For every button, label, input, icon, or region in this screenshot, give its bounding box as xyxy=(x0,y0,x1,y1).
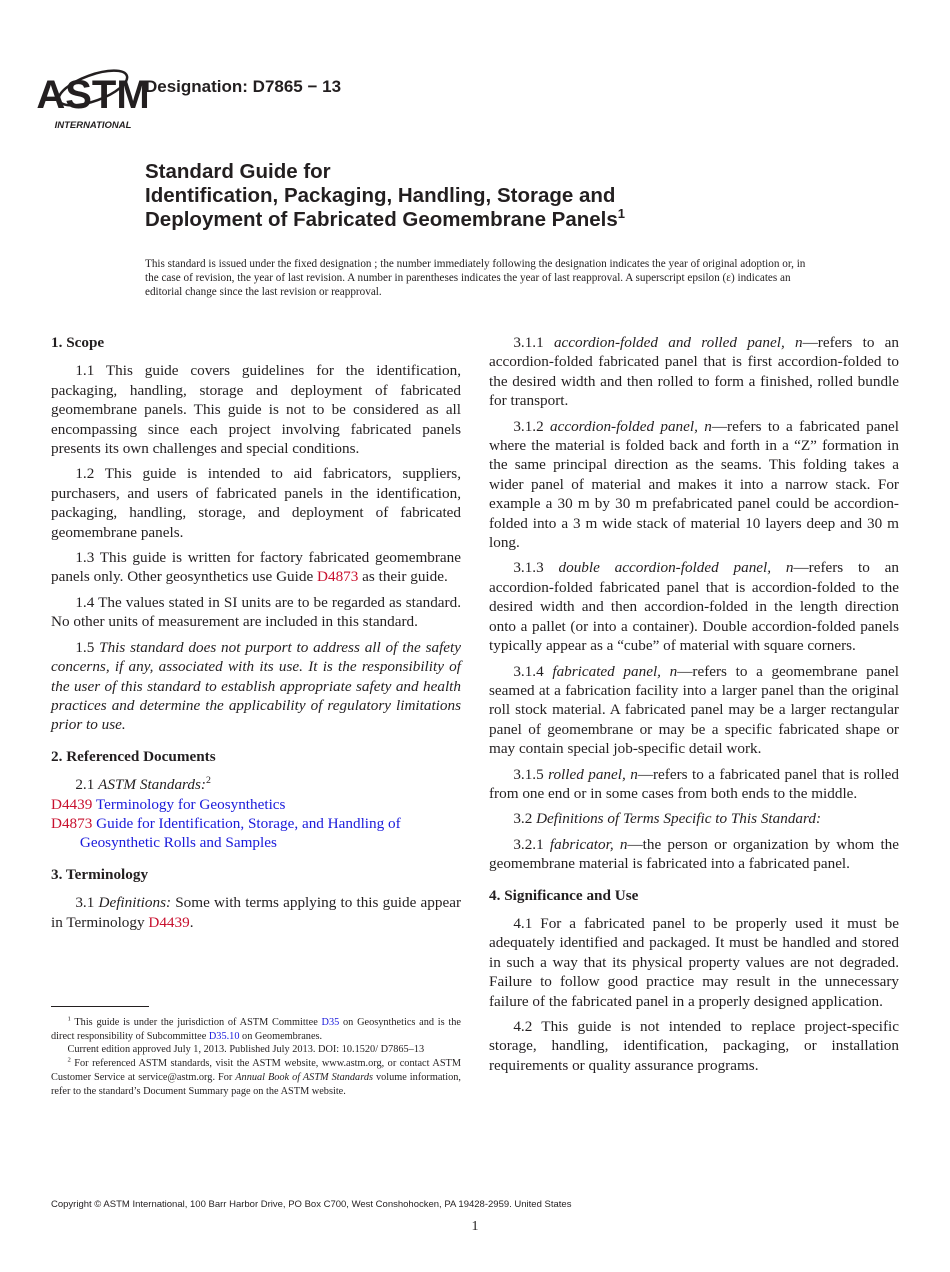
footnote xyxy=(51,1016,461,1043)
text: volume information, refer to the standard’s Document Summary page on the ASTM website. xyxy=(51,1071,461,1097)
text: double accordion-folded panel, n xyxy=(558,559,794,577)
paragraph xyxy=(489,417,899,553)
text: . xyxy=(189,913,194,931)
text: Annual Book of ASTM Standards xyxy=(235,1071,373,1083)
footnote xyxy=(51,1057,461,1098)
reference-item xyxy=(51,795,461,814)
svg-text:INTERNATIONAL: INTERNATIONAL xyxy=(54,120,132,131)
document-title xyxy=(145,160,625,232)
text: 1. Scope xyxy=(51,334,105,351)
paragraph xyxy=(489,333,899,411)
reference-link[interactable]: D35.10 xyxy=(208,1030,240,1042)
text: For referenced ASTM standards, visit the ASTM website, www.astm.org, or contact ASTM Customer Service at service@astm.org. For xyxy=(51,1058,461,1083)
paragraph xyxy=(489,835,899,874)
text: Definitions of Terms Specific to This Standard: xyxy=(536,810,822,828)
text: accordion-folded panel, n xyxy=(550,417,712,435)
text: 1.3 This guide is written for factory fabricated geomembrane panels only. Other geosynthetics use Guide xyxy=(51,549,461,586)
svg-text:ASTM: ASTM xyxy=(36,73,150,117)
text: Some with terms applying to this guide appear in Terminology xyxy=(51,894,461,931)
text: 1.1 This guide covers guidelines for the identification, packaging, handling, storage and deployment of fabricated geomembrane panels. This guide is not to be considered as all encompassing since each project involving fabricated panels presents its own challenges and special conditions. xyxy=(51,362,461,458)
reference-link[interactable]: D4439 xyxy=(51,795,93,813)
footnote xyxy=(51,1043,461,1057)
text: 3.1 xyxy=(75,894,99,912)
text: Definitions: xyxy=(98,894,172,912)
text: 3. Terminology xyxy=(51,865,149,883)
text: rolled panel, n xyxy=(548,765,638,783)
text: —refers to a geomembrane panel seamed at a fabrication facility into a larger panel than the original roll stock material. A fabricated panel may be a larger rectangular panel of geomembrane or may be a specific fabricated shape or may contain special job-specific detail work. xyxy=(489,662,900,758)
text: on Geosynthetics and is the direct responsibility of Subcommittee xyxy=(51,1017,461,1042)
text: Current edition approved July 1, 2013. Published July 2013. DOI: 10.1520/ D7865–13 xyxy=(67,1044,425,1056)
footnote-mark[interactable]: 1 xyxy=(67,1015,71,1023)
text: This standard does not purport to address all of the safety concerns, if any, associated with its use. It is the responsibility of the user of this standard to establish appropriate safety and health practices and determine the applicability of regulatory limitations prior to use. xyxy=(51,638,461,734)
text: —the person or organization by whom the geomembrane material is fabricated into a fabricated panel. xyxy=(489,835,900,873)
section-heading xyxy=(51,865,461,884)
page-number: 1 xyxy=(471,1219,479,1234)
text: —refers to a fabricated panel that is rolled from one end or in some cases from both ends to the middle. xyxy=(489,765,899,802)
designation: Designation: D7865 − 13 xyxy=(145,77,342,96)
paragraph xyxy=(489,809,899,828)
reference-item xyxy=(51,814,461,853)
footnote-mark[interactable]: 2 xyxy=(205,775,211,787)
text: —refers to an accordion-folded fabricated panel that is first accordion-folded to the desired width and then rolled to form a finished, rolled bundle for transport. xyxy=(489,334,899,410)
text: accordion-folded and rolled panel, n xyxy=(553,334,803,351)
text: 3.2.1 xyxy=(513,835,550,853)
paragraph xyxy=(489,765,899,804)
copyright: Copyright © ASTM International, 100 Barr Harbor Drive, PO Box C700, West Conshohocken, PA 19428-2959. United States xyxy=(51,1199,572,1210)
paragraph xyxy=(51,361,461,458)
section-heading xyxy=(51,333,461,352)
reference-link[interactable]: Guide for Identification, Storage, and Handling of Geosynthetic Rolls and Samples xyxy=(79,814,401,852)
title-line-text: Deployment of Fabricated Geomembrane Panels xyxy=(145,208,618,231)
footnotes xyxy=(51,1016,461,1098)
text: on Geomembranes. xyxy=(239,1030,323,1042)
text: 4.2 This guide is not intended to replace project-specific storage, handling, identification, packaging, or installation requirements or quality assurance programs. xyxy=(489,1018,899,1074)
paragraph xyxy=(51,638,461,735)
paragraph xyxy=(51,893,461,932)
footnote-mark[interactable]: 2 xyxy=(67,1056,71,1064)
footnote-mark[interactable]: 1 xyxy=(617,206,626,222)
text: as their guide. xyxy=(358,568,448,586)
text: 1.5 xyxy=(75,638,100,656)
section-heading xyxy=(489,886,899,905)
text: 4.1 For a fabricated panel to be properly used it must be adequately identified and packaged. It must be handled and stored in such a way that its physical property values are not degraded. Failure to follow good practice may result in the unnecessary failure of the fabricated panel in a properly designed application. xyxy=(489,914,899,1010)
text: 4. Significance and Use xyxy=(489,886,639,904)
footnote-divider xyxy=(51,1006,149,1007)
paragraph xyxy=(51,464,461,542)
reference-link[interactable]: D35 xyxy=(321,1017,340,1028)
text: 1.4 The values stated in SI units are to be regarded as standard. No other units of measurement are included in this standard. xyxy=(51,593,461,631)
reference-item xyxy=(51,775,461,794)
reference-link[interactable]: D4439 xyxy=(148,913,190,931)
title-line: Identification, Packaging, Handling, Storage and xyxy=(145,184,616,207)
text: 3.2 xyxy=(513,810,537,828)
title-line xyxy=(145,208,625,232)
text: —refers to a fabricated panel where the material is folded back and forth in a “Z” formation in the same principal direction as the seams. This folding takes a wider panel of material and makes it into a narrow stack. For example a 30 m by 30 m prefabricated panel could be accordion-folded into a 3 m wide stack of material 10 layers deep and 30 m long. xyxy=(489,417,900,552)
text: 3.1.2 xyxy=(513,417,551,435)
text: 3.1.1 xyxy=(513,334,554,351)
text: 3.1.3 xyxy=(513,559,559,577)
issuance-note: This standard is issued under the fixed designation ; the number immediately following the designation indicates the year of original adoption or, in the case of revision, the year of last revision. A number in parentheses indicates the year of last reapproval. A superscript epsilon (ε) indicates an editorial change since the last revision or reapproval. xyxy=(145,258,806,299)
title-line: Standard Guide for xyxy=(145,160,331,183)
text: 1.2 This guide is intended to aid fabricators, suppliers, purchasers, and users of fabricated panels in the identification, packaging, handling, storage, and deployment of fabricated geomembrane panels. xyxy=(51,465,461,541)
reference-link[interactable]: D4873 xyxy=(51,814,93,832)
text: 2.1 xyxy=(75,776,99,794)
paragraph xyxy=(489,662,899,759)
paragraph xyxy=(489,558,899,655)
reference-link[interactable]: Terminology for Geosynthetics xyxy=(92,795,286,813)
text: ASTM Standards: xyxy=(98,776,206,794)
right-column xyxy=(489,333,899,1081)
astm-logo xyxy=(36,58,150,132)
paragraph xyxy=(489,1017,899,1075)
text: fabricated panel, n xyxy=(552,662,678,680)
text: 3.1.4 xyxy=(513,662,553,680)
text: This guide is under the jurisdiction of ASTM Committee xyxy=(70,1017,322,1028)
text: 3.1.5 xyxy=(513,765,549,783)
text: —refers to an accordion-folded fabricated panel that is accordion-folded to the desired width and then accordion-folded in the length direction onto a pallet (or into a container). Double accordion-folded panels typically appear as a “cube” of material with square corners. xyxy=(489,559,899,655)
reference-link[interactable]: D4873 xyxy=(317,568,359,586)
left-column xyxy=(51,333,461,938)
text: 2. Referenced Documents xyxy=(51,747,216,765)
paragraph xyxy=(51,593,461,632)
paragraph xyxy=(489,914,899,1011)
paragraph xyxy=(51,548,461,587)
section-heading xyxy=(51,747,461,766)
text: fabricator, n xyxy=(549,835,628,853)
